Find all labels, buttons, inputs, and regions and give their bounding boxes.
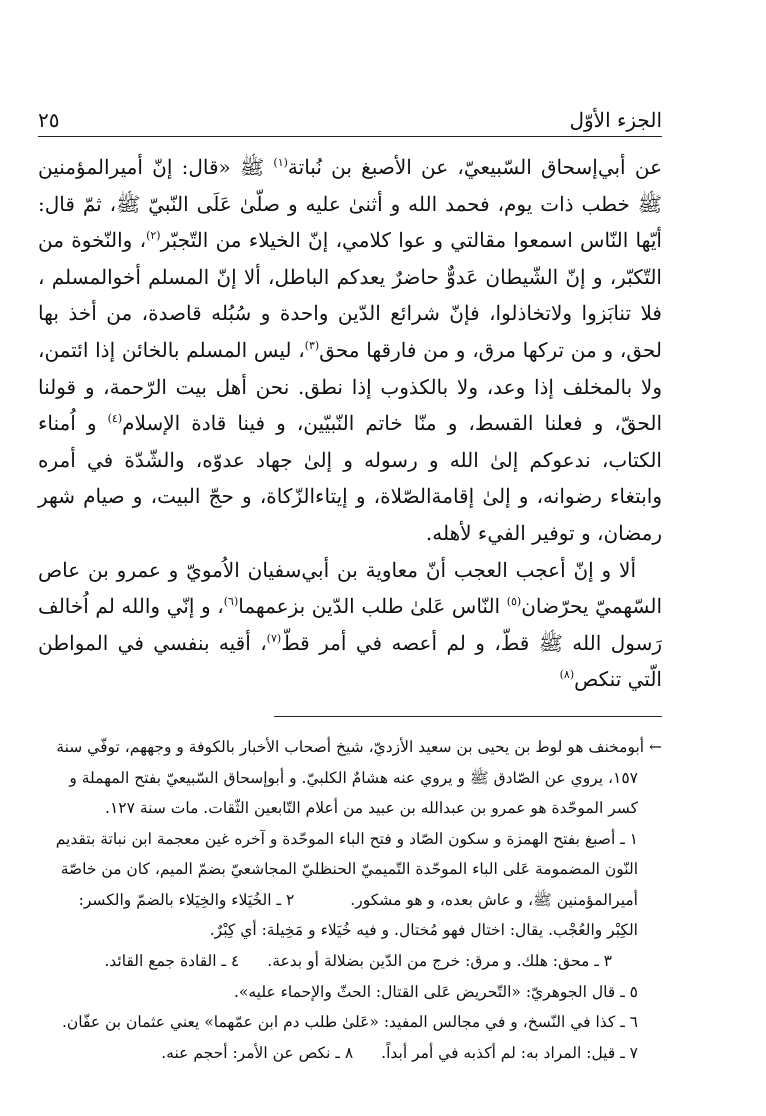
footnote-2-line-2: الكِبْر والعُجْب. يقال: اختال فهو مُختال. و فيه خُيَلاء و مَخِيلة: أي كِبْرٌ.: [209, 921, 638, 940]
footnote-2: ٢ ـ الخُيَلاء والخِيَلاء بالضمّ والكسر:: [78, 890, 295, 909]
footnote-1: ١ ـ أصبغ بفتح الهمزة و سكون الصّاد و فتح الباء الموحّدة و آخره غين معجمة ابن نباتة بتقديم: [55, 829, 638, 848]
footnote-4: ٤ ـ القادة جمع القائد.: [104, 952, 240, 971]
running-header: [38, 96, 662, 130]
page-number: ٢٥: [38, 108, 60, 132]
header-rule: [38, 136, 662, 137]
footnote-8: ٨ ـ نكص عن الأمر: أحجم عنه.: [161, 1043, 354, 1062]
footnote-7: ٧ ـ قيل: المراد به: لم أكذبه في أمر أبداً.: [381, 1043, 638, 1062]
footnote-5: ٥ ـ قال الجوهريّ: «التّحريض عَلى القتال: الحثّ والإحماء عليه».: [233, 982, 638, 1001]
footnote-ref-4[interactable]: (٤): [107, 412, 123, 426]
footnote-7-and-8-line: [38, 1038, 662, 1069]
footnote-separator: [274, 716, 662, 717]
footnote-continuation-line: ← أبومخنف هو لوط بن يحيى بن سعيد الأزديّ، شيخ أصحاب الأخبار بالكوفة و وجههم، توفّي سنة: [56, 737, 662, 756]
footnote-ref-6[interactable]: (٦): [223, 595, 239, 609]
footnote-ref-2[interactable]: (٢): [146, 229, 161, 243]
paragraph-2: ألا و إنّ أعجب العجب أنّ معاوية بن أبي‌سفيان الاُمويّ و عمرو بن عاص السّهميّ يحرّضان$^{(٥)}$ النّاس عَلىٰ طلب الدّين بزعمهما$^{(٦)}$، و إنّي والله لم اُخالف رَسول الله ﷺ قطّ، و لم أعصه في أمر قطّ$^{(٧)}$، أقيه بنفسي في المواطن الّتي تنكص$^{(٨)}$: [38, 557, 663, 692]
footnote-1-line-3: أميرالمؤمنين ﷺ، و عاش بعده، و هو مشكور.: [350, 890, 638, 909]
footnote-separator-area: [38, 698, 662, 724]
footnote-continuation-line: كسر الموحّدة هو عمرو بن عبدالله بن عبيد من أعلام التّابعين الثّقات. مات سنة ١٢٧.: [105, 799, 638, 818]
footnote-ref-7[interactable]: (٧): [266, 631, 282, 645]
running-title: الجزء الأوّل: [569, 108, 662, 132]
footnote-ref-5[interactable]: (٥): [506, 595, 522, 609]
footnote-1-and-2-line: [38, 885, 662, 916]
footnote-1-line-2: النّون المضمومة عَلى الباء الموحّدة التّميميّ الحنظليّ المجاشعيّ بضمّ الميم، كان من خاصّة: [60, 860, 638, 879]
footnote-continuation-line: ١٥٧، يروي عن الصّادق ﷺ و يروي عنه هشامٌ الكلبيّ. و أبوإسحاق السّبيعيّ بفتح المهملة و: [69, 768, 638, 787]
footnote-3: ٣ ـ محق: هلك. و مرق: خرج من الدّين بضلالة أو بدعة.: [267, 952, 612, 971]
footnote-6: ٦ ـ كذا في النّسخ، و في مجالس المفيد: «عَلىٰ طلب دم ابن عمّهما» يعني عثمان بن عفّان.: [61, 1013, 638, 1032]
footnote-ref-3[interactable]: (٣): [304, 338, 320, 352]
footnote-ref-8[interactable]: (٨): [559, 668, 575, 682]
paragraph-1: عن أبي‌إسحاق السّبيعيّ، عن الأصبغ بن نُباتة$^{(١)}$ ﷺ «قال: إنّ أميرالمؤمنين ﷺ خطب ذات يوم، فحمد الله و أثنىٰ عليه و صلّىٰ عَلَى النّبيّ ﷺ، ثمّ قال: أيّها النّاس اسمعوا مقالتي و عوا كلامي، إنّ الخيلاء من التّجبّر$^{(٢)}$، والنّخوة من التّكبّر، و إنّ الشّيطان عَدوٌّ حاضرٌ يعدكم الباطل، ألا إنّ المسلم أخوالمسلم ، فلا تنابَزوا ولاتخاذلوا، فإنّ شرائع الدّين واحدة و سُبُله قاصدة، من أخذ بها لحق، و من تركها مرق، و من فارقها محق$^{(٣)}$، ليس المسلم بالخائن إذا ائتمن، ولا بالمخلف إذا وعد، ولا بالكذوب إذا نطق. نحن أهل بيت الرّحمة، و قولنا الحقّ، و فعلنا القسط، و منّا خاتم النّبيّين، و فينا قادة الإسلام$^{(٤)}$ و اُمناء الكتاب، ندعوكم إلىٰ الله و رسوله و إلىٰ جهاد عدوّه، والشّدّة في أمره وابتغاء رضوانه، و إلىٰ إقامةالصّلاة، و إيتاءالزّكاة، و حجّ البيت، و صيام شهر رمضان، و توفير الفيء لأهله.: [38, 155, 663, 545]
main-text: [38, 149, 662, 698]
footnotes: [38, 732, 662, 1069]
footnote-ref-1[interactable]: (١): [273, 156, 288, 169]
footnote-3-and-4-line: [38, 946, 662, 977]
